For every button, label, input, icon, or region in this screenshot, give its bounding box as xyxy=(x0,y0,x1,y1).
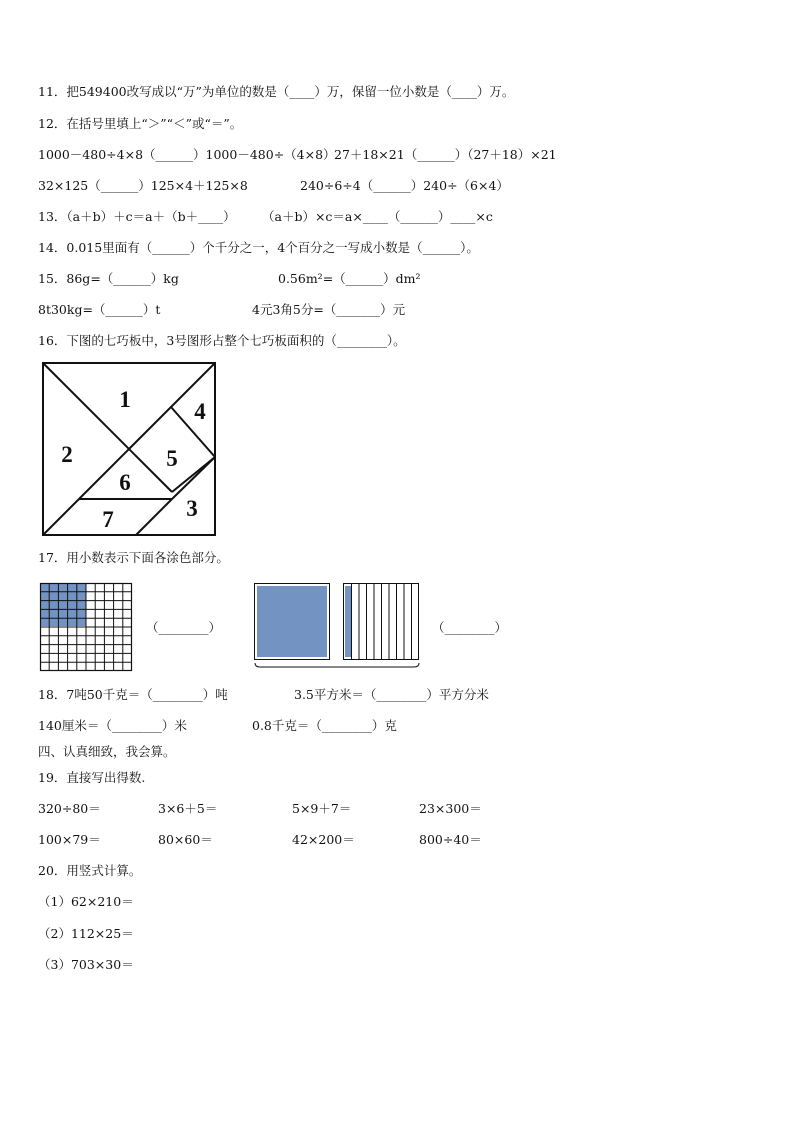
question-17: 17．用小数表示下面各涂色部分。 xyxy=(38,550,229,565)
grid-shaded-region xyxy=(40,583,86,626)
brace-under-squares xyxy=(255,663,419,667)
question-12-item-c: 32×125（______）125×4＋125×8 xyxy=(38,178,248,193)
question-15-item-a: 15．86g=（______）kg xyxy=(38,271,179,286)
question-14: 14．0.015里面有（______）个千分之一，4个百分之一写成小数是（______）。 xyxy=(38,240,479,255)
question-12-item-b: 27＋18×21（______）（27＋18）×21 xyxy=(334,147,557,162)
question-18-item-c: 140厘米＝（________）米 xyxy=(38,718,187,733)
question-19: 19．直接写出得数. xyxy=(38,770,146,785)
tangram-label-1: 1 xyxy=(119,387,131,412)
question-13-part-a: 13．（a＋b）＋c＝a＋（b＋____） xyxy=(38,209,236,224)
tangram-label-3: 3 xyxy=(186,496,198,521)
tangram-diagonal-main xyxy=(43,363,172,492)
question-15-item-c: 8t30kg=（______）t xyxy=(38,302,161,317)
question-20: 20．用竖式计算。 xyxy=(38,863,142,878)
question-15-item-d: 4元3角5分=（_______）元 xyxy=(252,302,406,317)
decimal-squares-figure xyxy=(254,583,420,669)
tangram-label-5: 5 xyxy=(166,446,178,471)
question-20-item-2: （2）112×25＝ xyxy=(38,926,134,941)
question-11: 11．把549400改写成以“万”为单位的数是（____）万，保留一位小数是（____）万。 xyxy=(38,84,515,99)
calc-item: 800÷40＝ xyxy=(419,832,482,847)
question-18-item-d: 0.8千克＝（________）克 xyxy=(252,718,397,733)
question-18-item-a: 18．7吨50千克＝（________）吨 xyxy=(38,687,228,702)
tangram-piece-7-right xyxy=(136,499,172,535)
calc-item: 42×200＝ xyxy=(292,832,355,847)
tangram-label-7: 7 xyxy=(102,507,114,532)
question-12-item-a: 1000－480÷4×8（______）1000－480÷（4×8） xyxy=(38,147,336,162)
tangram-piece-3-edge xyxy=(172,457,215,499)
question-20-item-3: （3）703×30＝ xyxy=(38,957,134,972)
calc-item: 3×6＋5＝ xyxy=(158,801,218,816)
hundred-grid-figure xyxy=(40,583,132,671)
question-20-item-1: （1）62×210＝ xyxy=(38,894,134,909)
section-4-heading: 四、认真细致，我会算。 xyxy=(38,744,176,759)
question-12: 12．在括号里填上“＞”“＜”或“＝”。 xyxy=(38,116,243,131)
whole-square-shaded xyxy=(257,586,327,657)
question-15-item-b: 0.56m²=（______）dm² xyxy=(278,271,421,286)
tangram-piece-7-left xyxy=(43,499,79,535)
question-18-item-b: 3.5平方米＝（________）平方分米 xyxy=(294,687,489,702)
question-17-answer-b: （________） xyxy=(432,620,508,635)
tangram-figure xyxy=(42,362,216,536)
calc-item: 80×60＝ xyxy=(158,832,213,847)
calc-item: 5×9＋7＝ xyxy=(292,801,352,816)
tangram-label-2: 2 xyxy=(61,442,73,467)
calc-item: 320÷80＝ xyxy=(38,801,101,816)
tangram-label-4: 4 xyxy=(194,399,206,424)
question-13-part-b: （a＋b）×c＝a×____（______）____×c xyxy=(262,209,493,224)
calc-item: 100×79＝ xyxy=(38,832,101,847)
tangram-label-6: 6 xyxy=(119,470,131,495)
question-17-answer-a: （________） xyxy=(146,620,222,635)
question-12-item-d: 240÷6÷4（______）240÷（6×4） xyxy=(300,178,509,193)
question-16: 16．下图的七巧板中，3号图形占整个七巧板面积的（________）。 xyxy=(38,333,406,348)
tenths-square-shaded-strip xyxy=(345,586,352,657)
calc-item: 23×300＝ xyxy=(419,801,482,816)
